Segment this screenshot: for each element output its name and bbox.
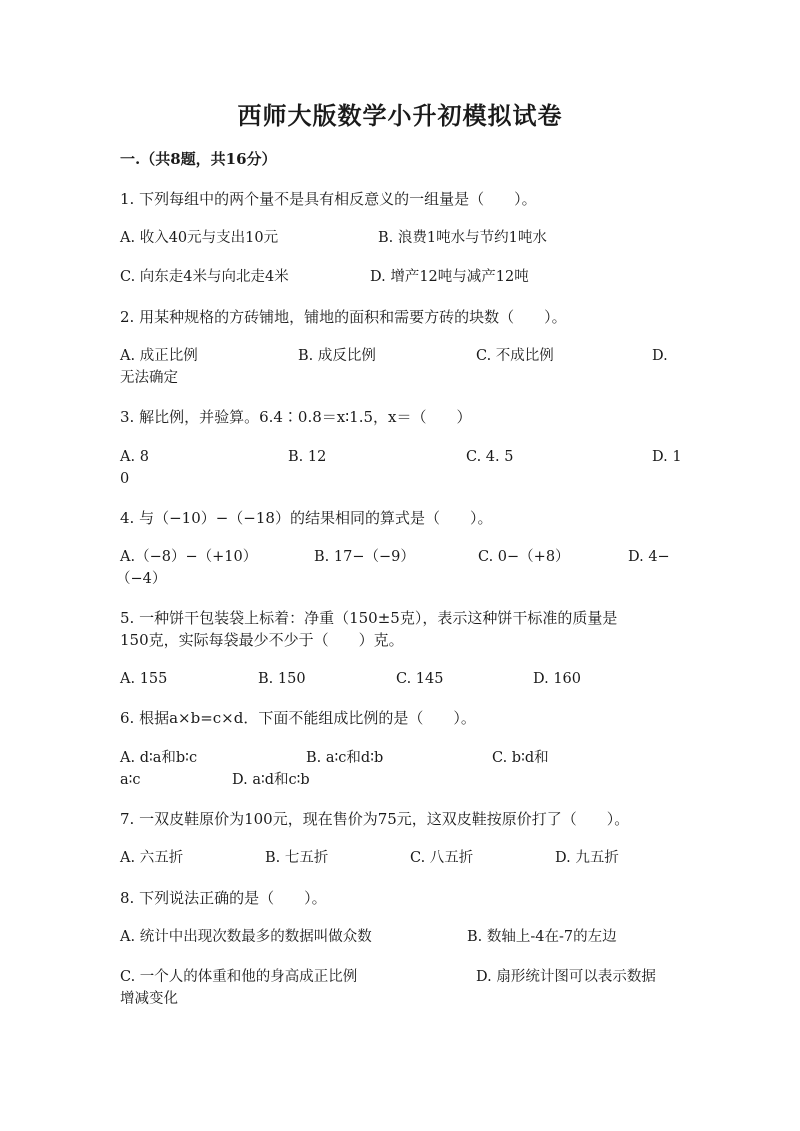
question-2-option-a[interactable]: A. 成正比例: [120, 348, 198, 364]
question-2-option-d-text[interactable]: 无法确定: [120, 370, 178, 386]
question-8-option-d-cont[interactable]: 增减变化: [120, 991, 178, 1007]
question-1-option-d[interactable]: D. 增产12吨与减产12吨: [370, 269, 529, 285]
question-2-stem: 2. 用某种规格的方砖铺地，铺地的面积和需要方砖的块数（ ）。: [120, 308, 567, 326]
question-7-option-b[interactable]: B. 七五折: [265, 850, 329, 866]
question-4-option-a[interactable]: A.（−8）−（+10）: [120, 549, 258, 565]
question-4-option-d[interactable]: D. 4−: [628, 549, 670, 565]
question-3-option-d[interactable]: D. 1: [652, 449, 682, 465]
question-4-stem: 4. 与（−10）−（−18）的结果相同的算式是（ ）。: [120, 509, 493, 527]
question-8-option-a[interactable]: A. 统计中出现次数最多的数据叫做众数: [120, 929, 372, 945]
question-6-option-c-cont[interactable]: a∶c: [120, 772, 141, 788]
question-4-option-b[interactable]: B. 17−（−9）: [314, 549, 415, 565]
question-1-stem: 1. 下列每组中的两个量不是具有相反意义的一组量是（ ）。: [120, 190, 537, 208]
question-3-option-c[interactable]: C. 4. 5: [466, 449, 514, 465]
question-3-option-a[interactable]: A. 8: [120, 449, 149, 465]
question-8-option-c[interactable]: C. 一个人的体重和他的身高成正比例: [120, 969, 358, 985]
question-2-option-b[interactable]: B. 成反比例: [298, 348, 376, 364]
question-5-option-b[interactable]: B. 150: [258, 671, 306, 687]
question-5-stem-cont: 150克，实际每袋最少不少于（ ）克。: [120, 631, 404, 649]
question-7-option-d[interactable]: D. 九五折: [555, 850, 619, 866]
question-3-option-b[interactable]: B. 12: [288, 449, 327, 465]
question-5-stem: 5. 一种饼干包装袋上标着：净重（150±5克），表示这种饼干标准的质量是: [120, 609, 618, 627]
question-7-stem: 7. 一双皮鞋原价为100元，现在售价为75元，这双皮鞋按原价打了（ ）。: [120, 810, 630, 828]
question-1-option-b[interactable]: B. 浪费1吨水与节约1吨水: [378, 230, 547, 246]
question-2-option-c[interactable]: C. 不成比例: [476, 348, 554, 364]
question-4-option-d-cont[interactable]: （−4）: [116, 571, 167, 587]
question-6-option-d[interactable]: D. a∶d和c∶b: [232, 772, 310, 788]
page-title: 西师大版数学小升初模拟试卷: [237, 101, 563, 130]
question-6-option-b[interactable]: B. a∶c和d∶b: [306, 750, 384, 766]
question-2-option-d[interactable]: D.: [652, 348, 668, 364]
question-1-option-a[interactable]: A. 收入40元与支出10元: [120, 230, 279, 246]
question-3-stem: 3. 解比例，并验算。6.4∶0.8＝x∶1.5，x＝（ ）: [120, 408, 472, 426]
question-8-option-b[interactable]: B. 数轴上-4在-7的左边: [467, 929, 617, 945]
question-6-option-a[interactable]: A. d∶a和b∶c: [120, 750, 198, 766]
question-8-option-d[interactable]: D. 扇形统计图可以表示数据: [476, 969, 656, 985]
question-5-option-d[interactable]: D. 160: [533, 671, 582, 687]
question-8-stem: 8. 下列说法正确的是（ ）。: [120, 889, 327, 907]
question-6-stem: 6. 根据a×b=c×d．下面不能组成比例的是（ ）。: [120, 709, 476, 727]
question-7-option-a[interactable]: A. 六五折: [120, 850, 184, 866]
question-4-option-c[interactable]: C. 0−（+8）: [478, 549, 570, 565]
question-7-option-c[interactable]: C. 八五折: [410, 850, 474, 866]
section-header: 一.（共8题，共16分）: [120, 150, 277, 168]
question-6-option-c[interactable]: C. b∶d和: [492, 750, 549, 766]
question-5-option-a[interactable]: A. 155: [120, 671, 168, 687]
question-1-option-c[interactable]: C. 向东走4米与向北走4米: [120, 269, 289, 285]
question-5-option-c[interactable]: C. 145: [396, 671, 444, 687]
question-3-option-d-cont[interactable]: 0: [120, 471, 130, 487]
